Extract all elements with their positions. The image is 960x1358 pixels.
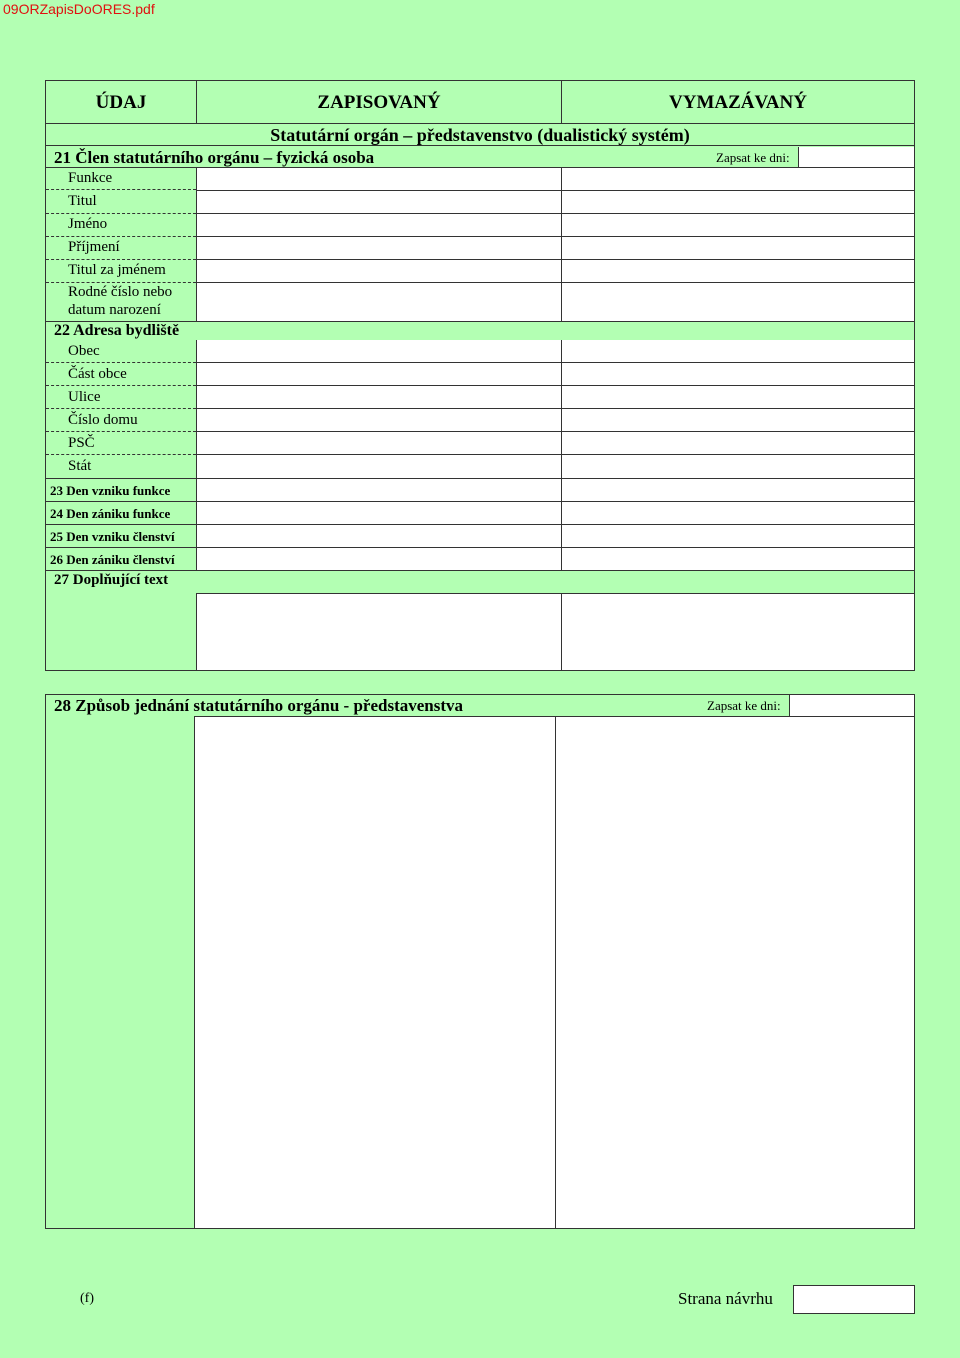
dash-1	[46, 168, 196, 190]
dash-8	[46, 386, 196, 409]
dash-2	[46, 191, 196, 214]
footer-mark: (f)	[80, 1291, 94, 1306]
dash-7	[46, 363, 196, 386]
section21-zapsat-label: Zapsat ke dni:	[716, 150, 790, 165]
header-row	[46, 81, 914, 124]
funkce-zapisovany-field[interactable]	[196, 168, 562, 191]
section28-zapsat-label: Zapsat ke dni:	[707, 698, 781, 713]
titul-vymazavany-field[interactable]	[561, 191, 914, 214]
section27-zapisovany-field[interactable]	[196, 593, 562, 670]
prijmeni-vymazavany-field[interactable]	[561, 237, 914, 260]
psc-vymazavany-field[interactable]	[561, 432, 914, 455]
section21-title-underline	[46, 146, 914, 168]
label-obec: Obec	[68, 343, 100, 359]
row26-line	[46, 548, 196, 571]
stat-zapisovany-field[interactable]	[196, 455, 562, 479]
psc-zapisovany-field[interactable]	[196, 432, 562, 455]
label-23: 23 Den vzniku funkce	[50, 483, 171, 498]
cislo-domu-vymazavany-field[interactable]	[561, 409, 914, 432]
section28-table	[45, 694, 915, 1229]
section21-title: 21 Člen statutárního orgánu – fyzická osoba	[54, 148, 375, 167]
header-udaj: ÚDAJ	[95, 92, 147, 113]
rodne-cislo-row-line	[46, 283, 196, 322]
label-ulice: Ulice	[68, 389, 101, 405]
label-jmeno: Jméno	[68, 216, 108, 232]
jmeno-zapisovany-field[interactable]	[196, 214, 562, 237]
section22-title: 22 Adresa bydliště	[54, 322, 180, 339]
label-cislo-domu: Číslo domu	[68, 412, 138, 428]
section28-vymazavany-field[interactable]	[555, 716, 914, 1228]
row24-line	[46, 502, 196, 525]
cislo-domu-zapisovany-field[interactable]	[196, 409, 562, 432]
row25-line	[46, 525, 196, 548]
label-titul: Titul	[68, 193, 97, 209]
cast-obce-zapisovany-field[interactable]	[196, 363, 562, 386]
section-title: Statutární orgán – představenstvo (dualistický systém)	[270, 125, 690, 145]
dash-4	[46, 237, 196, 260]
section27-vymazavany-field[interactable]	[561, 593, 914, 670]
dash-9	[46, 409, 196, 432]
label-titul-za-jmenem: Titul za jménem	[68, 262, 166, 278]
label-funkce: Funkce	[68, 170, 113, 186]
prijmeni-zapisovany-field[interactable]	[196, 237, 562, 260]
main-form-table	[45, 80, 915, 671]
label-rodne-cislo-2: datum narození	[68, 302, 161, 318]
funkce-vymazavany-field[interactable]	[561, 168, 914, 191]
label-psc: PSČ	[68, 435, 95, 451]
row25-vymazavany-field[interactable]	[561, 525, 914, 548]
rodne-cislo-zapisovany-field[interactable]	[196, 283, 562, 322]
ulice-vymazavany-field[interactable]	[561, 386, 914, 409]
titul-za-jmenem-vymazavany-field[interactable]	[561, 260, 914, 283]
row26-vymazavany-field[interactable]	[561, 548, 914, 571]
obec-zapisovany-field[interactable]	[196, 340, 562, 363]
section27-title: 27 Doplňující text	[54, 572, 169, 588]
label-stat: Stát	[68, 458, 92, 474]
section-title-underline	[46, 124, 914, 146]
cast-obce-vymazavany-field[interactable]	[561, 363, 914, 386]
stat-row-line	[46, 455, 196, 479]
row24-zapisovany-field[interactable]	[196, 502, 562, 525]
titul-zapisovany-field[interactable]	[196, 191, 562, 214]
section28-zapsat-date-field[interactable]	[789, 695, 914, 716]
section28-zapisovany-field[interactable]	[194, 716, 556, 1228]
row26-zapisovany-field[interactable]	[196, 548, 562, 571]
label-24: 24 Den zániku funkce	[50, 506, 171, 521]
row25-zapisovany-field[interactable]	[196, 525, 562, 548]
obec-vymazavany-field[interactable]	[561, 340, 914, 363]
rodne-cislo-vymazavany-field[interactable]	[561, 283, 914, 322]
label-cast-obce: Část obce	[68, 366, 127, 382]
ulice-zapisovany-field[interactable]	[196, 386, 562, 409]
label-prijmeni: Příjmení	[68, 239, 120, 255]
section22-title-underline	[196, 322, 914, 341]
row24-vymazavany-field[interactable]	[561, 502, 914, 525]
stat-vymazavany-field[interactable]	[561, 455, 914, 479]
header-vymazavany: VYMAZÁVANÝ	[669, 92, 807, 113]
row23-zapisovany-field[interactable]	[196, 479, 562, 502]
label-rodne-cislo-1: Rodné číslo nebo	[68, 284, 173, 300]
label-26: 26 Den zániku členství	[50, 552, 175, 567]
section28-title: 28 Způsob jednání statutárního orgánu - představenstva	[54, 696, 464, 715]
file-name: 09ORZapisDoORES.pdf	[3, 1, 155, 17]
dash-5	[46, 260, 196, 283]
row23-vymazavany-field[interactable]	[561, 479, 914, 502]
dash-3	[46, 214, 196, 237]
jmeno-vymazavany-field[interactable]	[561, 214, 914, 237]
row23-line	[46, 479, 196, 502]
page-number-field[interactable]	[793, 1285, 915, 1314]
titul-za-jmenem-zapisovany-field[interactable]	[196, 260, 562, 283]
dash-6	[46, 341, 196, 363]
dash-10	[46, 432, 196, 455]
label-25: 25 Den vzniku členství	[50, 529, 175, 544]
header-zapisovany: ZAPISOVANÝ	[317, 92, 441, 113]
footer-page-label: Strana návrhu	[678, 1289, 773, 1308]
